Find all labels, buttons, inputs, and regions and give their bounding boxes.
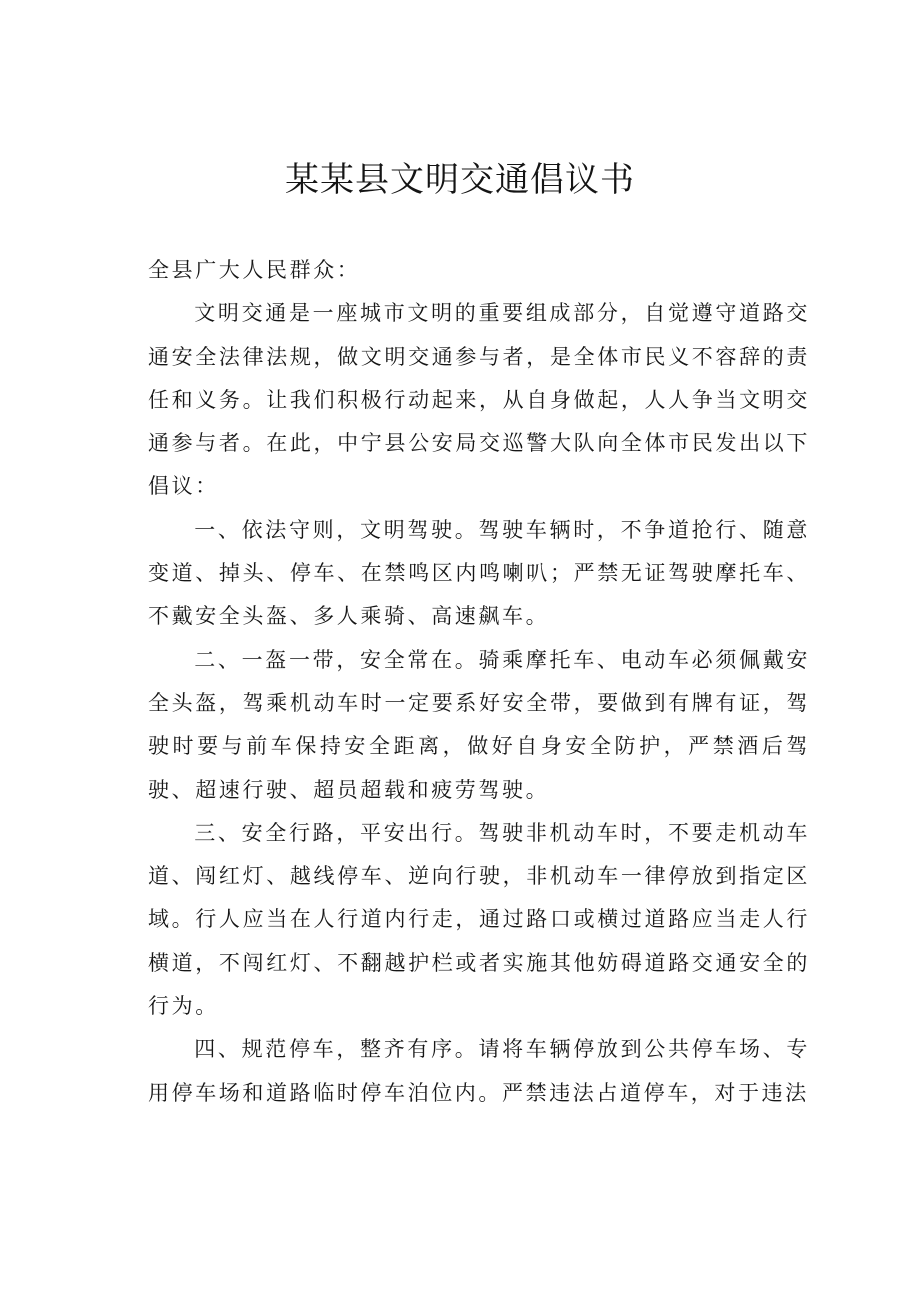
document-title: 某某县文明交通倡议书 (285, 160, 635, 200)
intro-paragraph: 文明交通是一座城市文明的重要组成部分，自觉遵守道路交通安全法律法规，做文明交通参与者，是全体市民义不容辞的责任和义务。让我们积极行动起来，从自身做起，人人争当文明交通参与者。在此，中宁县公安局交巡警大队向全体市民发出以下倡议： (148, 301, 810, 499)
proposal-paragraph-1: 一、依法守则，文明驾驶。驾驶车辆时，不争道抢行、随意变道、掉头、停车、在禁鸣区内鸣喇叭；严禁无证驾驶摩托车、不戴安全头盔、多人乘骑、高速飙车。 (148, 517, 810, 629)
proposal-paragraph-2: 二、一盔一带，安全常在。骑乘摩托车、电动车必须佩戴安全头盔，驾乘机动车时一定要系好安全带，要做到有牌有证，驾驶时要与前车保持安全距离，做好自身安全防护，严禁酒后驾驶、超速行驶、超员超载和疲劳驾驶。 (148, 647, 810, 802)
proposal-paragraph-3: 三、安全行路，平安出行。驾驶非机动车时，不要走机动车道、闯红灯、越线停车、逆向行驶，非机动车一律停放到指定区域。行人应当在人行道内行走，通过路口或横过道路应当走人行横道，不闯红灯、不翻越护栏或者实施其他妨碍道路交通安全的行为。 (148, 820, 810, 1019)
salutation: 全县广大人民群众： (148, 258, 361, 282)
document-body (148, 249, 810, 1115)
proposal-paragraph-4: 四、规范停车，整齐有序。请将车辆停放到公共停车场、专用停车场和道路临时停车泊位内。严禁违法占道停车，对于违法 (148, 1037, 810, 1105)
